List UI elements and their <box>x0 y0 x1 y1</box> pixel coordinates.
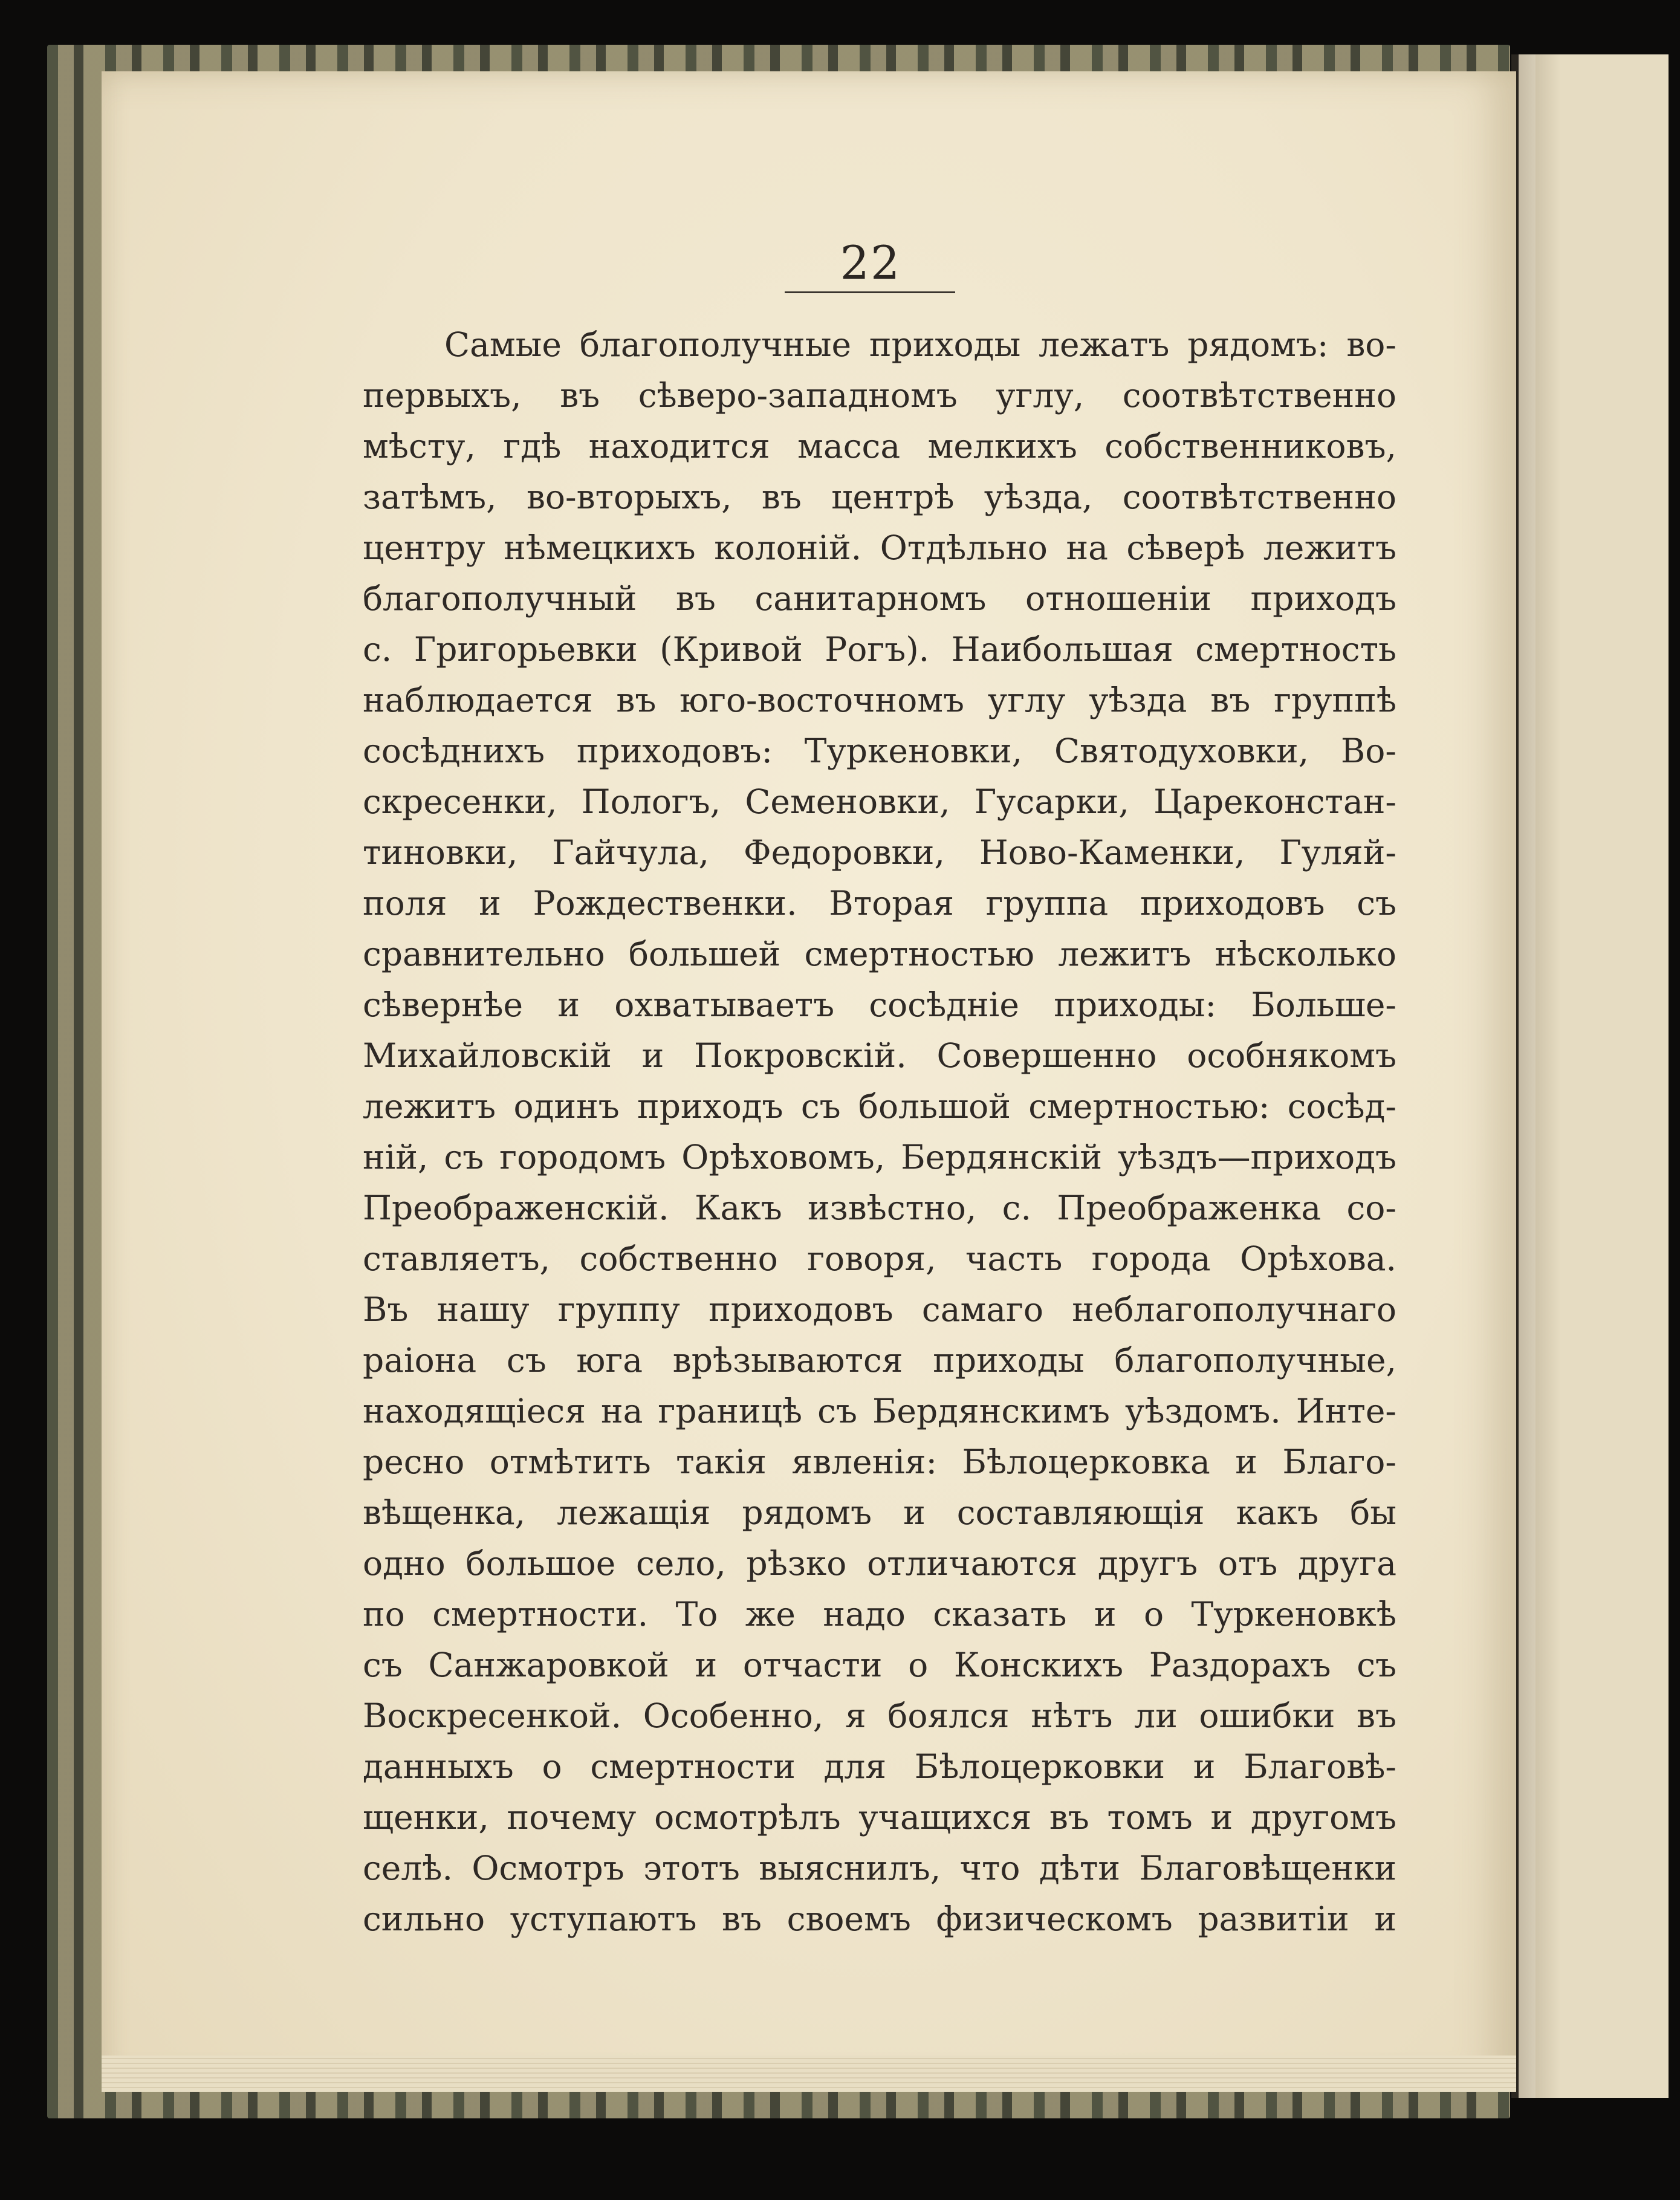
text-line: сосѣднихъ приходовъ: Туркеновки, Святодуховки, Во- <box>363 732 1396 770</box>
text-line: сильно уступаютъ въ своемъ физическомъ развитіи и <box>363 1900 1396 1938</box>
page-stack-edge <box>102 2056 1516 2092</box>
text-line: центру нѣмецкихъ колоній. Отдѣльно на сѣверѣ лежитъ <box>363 528 1396 567</box>
text-line: первыхъ, въ сѣверо-западномъ углу, соотвѣтственно <box>363 376 1396 415</box>
text-line: находящіеся на границѣ съ Бердянскимъ уѣздомъ. Инте- <box>363 1392 1396 1430</box>
text-line: Воскресенкой. Особенно, я боялся нѣтъ ли ошибки въ <box>363 1696 1396 1735</box>
text-line: вѣщенка, лежащія рядомъ и составляющія какъ бы <box>363 1493 1396 1532</box>
text-line: съ Санжаровкой и отчасти о Конскихъ Раздорахъ съ <box>363 1646 1396 1684</box>
text-line: поля и Рождественки. Вторая группа приходовъ съ <box>363 884 1396 923</box>
facing-page-edge <box>1511 54 1669 2098</box>
text-line: скресенки, Пологъ, Семеновки, Гусарки, Цареконстан- <box>363 782 1396 821</box>
page-number: 22 <box>840 236 901 290</box>
text-line: сѣвернѣе и охватываетъ сосѣдніе приходы: Больше- <box>363 985 1396 1024</box>
text-line: с. Григорьевки (Кривой Рогъ). Наибольшая смертность <box>363 630 1396 669</box>
text-line: Михайловскій и Покровскій. Совершенно особнякомъ <box>363 1036 1396 1075</box>
text-line: сравнительно большей смертностью лежитъ нѣсколько <box>363 935 1396 973</box>
page-number-rule <box>785 291 955 293</box>
body-text <box>363 319 1396 1944</box>
text-line: тиновки, Гайчула, Федоровки, Ново-Каменки, Гуляй- <box>363 833 1396 872</box>
text-line: одно большое село, рѣзко отличаются другъ отъ друга <box>363 1544 1396 1583</box>
text-line: наблюдается въ юго-восточномъ углу уѣзда въ группѣ <box>363 681 1396 719</box>
text-line: Въ нашу группу приходовъ самаго неблагополучнаго <box>363 1290 1396 1329</box>
text-line: благополучный въ санитарномъ отношеніи приходъ <box>363 579 1396 618</box>
text-line: затѣмъ, во-вторыхъ, въ центрѣ уѣзда, соотвѣтственно <box>363 478 1396 516</box>
text-line: селѣ. Осмотръ этотъ выяснилъ, что дѣти Благовѣщенки <box>363 1849 1396 1887</box>
text-line: Самые благополучные приходы лежатъ рядомъ: во- <box>444 325 1396 364</box>
text-line: данныхъ о смертности для Бѣлоцерковки и Благовѣ- <box>363 1747 1396 1786</box>
text-line: лежитъ одинъ приходъ съ большой смертностью: сосѣд- <box>363 1087 1396 1126</box>
text-line: мѣсту, гдѣ находится масса мелкихъ собственниковъ, <box>363 427 1396 466</box>
text-line: ставляетъ, собственно говоря, часть города Орѣхова. <box>363 1239 1396 1278</box>
gutter-shadow <box>1519 54 1561 2098</box>
text-line: раіона съ юга врѣзываются приходы благополучные, <box>363 1341 1396 1380</box>
text-line: по смертности. То же надо сказать и о Туркеновкѣ <box>363 1595 1396 1634</box>
text-line: ресно отмѣтить такія явленія: Бѣлоцерковка и Благо- <box>363 1442 1396 1481</box>
text-line: щенки, почему осмотрѣлъ учащихся въ томъ и другомъ <box>363 1798 1396 1837</box>
text-line: ній, съ городомъ Орѣховомъ, Бердянскій уѣздъ—приходъ <box>363 1138 1396 1176</box>
text-line: Преображенскій. Какъ извѣстно, с. Преображенка со- <box>363 1189 1396 1227</box>
